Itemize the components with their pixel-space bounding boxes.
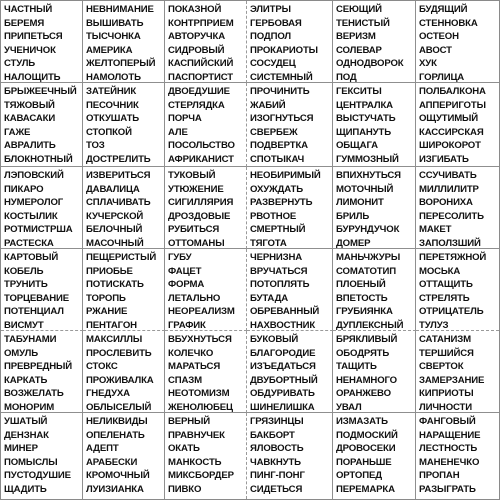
word: РУБИТЬСЯ <box>168 224 220 236</box>
word: НАРАЩЕНИЕ <box>419 429 481 441</box>
word: ВОЗЖЕЛАТЬ <box>4 388 64 400</box>
word: ПЕЩЕРИСТЫЙ <box>86 252 157 263</box>
word: НЕОБИРИМЫЙ <box>250 170 321 181</box>
word: ТЯГОТА <box>250 237 287 249</box>
word: ЛЭПОВСКИЙ <box>4 170 64 181</box>
word-block-3-3 <box>247 249 333 331</box>
word: ЖЕЛТОПЕРЫЙ <box>86 58 156 70</box>
word: ОБОДРЯТЬ <box>336 347 390 359</box>
word: СИГИЛЛЯРИЯ <box>168 197 234 209</box>
word: БРЫЖЕЕЧНЫЙ <box>4 86 77 97</box>
word-block-0-0 <box>1 1 83 83</box>
word: РАСТЕСКА <box>4 237 54 249</box>
word: ГНЕДУХА <box>86 388 130 400</box>
word: МИЛЛИЛИТР <box>419 183 479 195</box>
word: ИЗМАЗАТЬ <box>336 416 388 427</box>
word: ТАБУНАМИ <box>4 334 57 345</box>
word: НЕЛИКВИДЫ <box>86 416 148 427</box>
word-block-5-4 <box>333 413 416 499</box>
word: ЧАСТНЫЙ <box>4 4 53 15</box>
word: ВПЕТОСТЬ <box>336 292 388 304</box>
word: ТУЛУЗ <box>419 319 449 331</box>
word-block-3-1 <box>83 249 165 331</box>
word: ОБДУРИВАТЬ <box>250 388 315 400</box>
word: МАНЬЧЖУРЫ <box>336 252 401 263</box>
word: МАНЕНЕЧКО <box>419 456 480 468</box>
word: ДРОЗДОВЫЕ <box>168 210 231 222</box>
word: ВЫСТУЧАТЬ <box>336 113 396 125</box>
word: ЖЕНОЛЮБЕЦ <box>168 401 233 413</box>
word: ФАЦЕТ <box>168 265 202 277</box>
word-block-4-0 <box>1 331 83 413</box>
word: МОСЬКА <box>419 265 461 277</box>
word: ПРАВНУЧЕК <box>168 429 225 441</box>
word: КАРКАТЬ <box>4 374 48 386</box>
word: ВЫШИВАТЬ <box>86 17 144 29</box>
word: ССУЧИВАТЬ <box>419 170 477 181</box>
word: АППЕРИГОТЫ <box>419 99 486 111</box>
word-block-5-5 <box>416 413 499 499</box>
word: ОЩУТИМЫЙ <box>419 113 479 125</box>
word-block-0-4 <box>333 1 416 83</box>
word: БУТАДА <box>250 292 289 304</box>
word: ОБЛЫСЕЛЫЙ <box>86 401 152 413</box>
word: СОЛЕВАР <box>336 44 382 56</box>
word-block-1-2 <box>165 83 247 167</box>
word: БЕРЕМЯ <box>4 17 45 29</box>
word: КУЧЕРСКОЙ <box>86 210 144 222</box>
word-block-0-3 <box>247 1 333 83</box>
word: ВПИХНУТЬСЯ <box>336 170 401 181</box>
word: СТУЛЬ <box>4 58 36 70</box>
word: ТЕНИСТЫЙ <box>336 17 390 29</box>
word: ГАЖЕ <box>4 126 31 138</box>
word-block-2-2 <box>165 167 247 249</box>
word: ДОСТРЕЛИТЬ <box>86 153 151 165</box>
word-block-0-2 <box>165 1 247 83</box>
word-block-1-0 <box>1 83 83 167</box>
word: ОРАНЖЕВО <box>336 388 391 400</box>
word: ПРОЖИВАЛКА <box>86 374 154 386</box>
word: ПРИПЕТЬСЯ <box>4 31 63 43</box>
word: АРАБЕСКИ <box>86 456 138 468</box>
word: ДУПЛЕКСНЫЙ <box>336 319 404 331</box>
word: ПЛОЕНЫЙ <box>336 279 386 291</box>
word-block-2-1 <box>83 167 165 249</box>
word: СЕЮЩИЙ <box>336 4 382 15</box>
word: МАНКОСТЬ <box>168 456 222 468</box>
word: БУКОВЫЙ <box>250 334 299 345</box>
word: АФРИКАНИСТ <box>168 153 234 165</box>
word: СОСУДЕЦ <box>250 58 296 70</box>
word: КАСПИЙСКИЙ <box>168 58 234 70</box>
word: МИНЕР <box>4 443 38 455</box>
word: ДВОЕДУШИЕ <box>168 86 230 97</box>
word: АВТОРУЧКА <box>168 31 225 43</box>
word: ПОТЕНЦИАЛ <box>4 306 64 318</box>
word: ПИНГ-ПОНГ <box>250 470 305 482</box>
word: ГОРЛИЦА <box>419 71 465 83</box>
word: ДОМЕР <box>336 237 371 249</box>
word: ПОД <box>336 71 357 83</box>
word: ПРЕВРЕДНЫЙ <box>4 361 72 373</box>
word: ПРОПАН <box>419 470 460 482</box>
word: КОНТРПРИЕМ <box>168 17 234 29</box>
word: ТАЩИТЬ <box>336 361 377 373</box>
word: ГРАФИК <box>168 319 206 331</box>
word: АЛЕ <box>168 126 188 138</box>
word: МИКСБОРДЕР <box>168 470 234 482</box>
word: НЕВНИМАНИЕ <box>86 4 154 15</box>
word: ПОТИСКАТЬ <box>86 279 144 291</box>
word-block-5-3 <box>247 413 333 499</box>
word-block-0-1 <box>83 1 165 83</box>
word: ЧАВКНУТЬ <box>250 456 301 468</box>
word-block-4-2 <box>165 331 247 413</box>
word-block-4-1 <box>83 331 165 413</box>
word: ПОДПОЛ <box>250 31 292 43</box>
word: ПОТОПЛЯТЬ <box>250 279 310 291</box>
word: КОБЕЛЬ <box>4 265 44 277</box>
word-block-1-3 <box>247 83 333 167</box>
word: ПОСОЛЬСТВО <box>168 140 235 152</box>
word: АДЕПТ <box>86 443 119 455</box>
word: ПОРЧА <box>168 113 202 125</box>
word-block-2-3 <box>247 167 333 249</box>
word: УЧЕНИЧОК <box>4 44 56 56</box>
word: ПРОЧИНИТЬ <box>250 86 310 97</box>
word: ИЗВЕРИТЬСЯ <box>86 170 151 181</box>
word: ОПЕЛЕНАТЬ <box>86 429 145 441</box>
word: ШИНЕЛИШКА <box>250 401 315 413</box>
word: ОТТОМАНЫ <box>168 237 225 249</box>
word: ТОРЦЕВАНИЕ <box>4 292 69 304</box>
word: ПИКАРО <box>4 183 44 195</box>
word: ЛЕТАЛЬНО <box>168 292 221 304</box>
word: ЯЛОВОСТЬ <box>250 443 304 455</box>
word: ТОЗ <box>86 140 105 152</box>
word: НЕОТОМИЗМ <box>168 388 230 400</box>
word: ЭЛИТРЫ <box>250 4 291 15</box>
word: НАМОЛОТЬ <box>86 71 141 83</box>
word: БЛОКНОТНЫЙ <box>4 153 73 165</box>
word: КОЛЕЧКО <box>168 347 214 359</box>
word: РАЗЫГРАТЬ <box>419 483 476 495</box>
word: ЖАБИЙ <box>250 99 286 111</box>
word: КАВАСАКИ <box>4 113 56 125</box>
word: УТЮЖЕНИЕ <box>168 183 224 195</box>
word-block-0-5 <box>416 1 499 83</box>
word: ГЕРБОВАЯ <box>250 17 302 29</box>
word: РВОТНОЕ <box>250 210 297 222</box>
word: АМЕРИКА <box>86 44 133 56</box>
word: РЖАНИЕ <box>86 306 128 318</box>
word: НАЛОЩИТЬ <box>4 71 61 83</box>
word: ЩАДИТЬ <box>4 483 47 495</box>
word: СИСТЕМНЫЙ <box>250 71 313 83</box>
word: ПОМЫСЛЫ <box>4 456 58 468</box>
word: ОХУЖДАТЬ <box>250 183 303 195</box>
word: УШАТЫЙ <box>4 416 48 427</box>
word: ДЕНЗНАК <box>4 429 49 441</box>
word: КИПРИОТЫ <box>419 388 474 400</box>
word: ОБЩАГА <box>336 140 378 152</box>
word: НЕНАМНОГО <box>336 374 397 386</box>
word: ТРУНИТЬ <box>4 279 48 291</box>
word: СОМАТОТИП <box>336 265 396 277</box>
word: ПОЛБАЛКОНА <box>419 86 486 97</box>
word: СТОПКОЙ <box>86 126 132 138</box>
word: СИДЕТЬСЯ <box>250 483 303 495</box>
word: КРОМОЧНЫЙ <box>86 470 150 482</box>
word: ГУБУ <box>168 252 192 263</box>
word: УВАЛ <box>336 401 362 413</box>
word: БУДЯЩИЙ <box>419 4 468 15</box>
word: СМЕРТНЫЙ <box>250 224 306 236</box>
word: ВИСМУТ <box>4 319 44 331</box>
word: ОКАТЬ <box>168 443 200 455</box>
word: ВОРОНИХА <box>419 197 473 209</box>
word: ПАСПОРТИСТ <box>168 71 233 83</box>
word: ЧЕРНИЗНА <box>250 252 303 263</box>
word: ЛЕСТНОСТЬ <box>419 443 478 455</box>
word: ПЕРЕМАРКА <box>336 483 395 495</box>
word-block-3-4 <box>333 249 416 331</box>
word: ГРУБИЯНКА <box>336 306 393 318</box>
word: ЛИМОНИТ <box>336 197 384 209</box>
word: ПЕРЕСОЛИТЬ <box>419 210 484 222</box>
word-block-2-0 <box>1 167 83 249</box>
word: ТУКОВЫЙ <box>168 170 216 181</box>
word: ЩИПАНУТЬ <box>336 126 391 138</box>
word-block-4-5 <box>416 331 499 413</box>
word: СПЛАЧИВАТЬ <box>86 197 151 209</box>
word: БЛАГОРОДИЕ <box>250 347 316 359</box>
word: БРЯКЛИВЫЙ <box>336 334 398 345</box>
word: НЕОРЕАЛИЗМ <box>168 306 235 318</box>
word: СТЕННОВКА <box>419 17 478 29</box>
word: КОСТЫЛИК <box>4 210 58 222</box>
word: МОНОРИМ <box>4 401 55 413</box>
word: МАРАТЬСЯ <box>168 361 221 373</box>
word-block-5-1 <box>83 413 165 499</box>
word: АВРАЛИТЬ <box>4 140 56 152</box>
word: СВЕРТОК <box>419 361 464 373</box>
word: ПРОСЛЕВИТЬ <box>86 347 152 359</box>
word: ПЕСОЧНИК <box>86 99 139 111</box>
word: ТЯЖОВЫЙ <box>4 99 55 111</box>
word: ОТТАЩИТЬ <box>419 279 473 291</box>
word: ФАНГОВЫЙ <box>419 416 476 427</box>
word: МОТОЧНЫЙ <box>336 183 394 195</box>
word: НАХВОСТНИК <box>250 319 316 331</box>
word: ОБРЕВАННЫЙ <box>250 306 320 318</box>
word: ХУК <box>419 58 437 70</box>
word-block-5-2 <box>165 413 247 499</box>
word: ТОРОПЬ <box>86 292 126 304</box>
word: ИЗГИБАТЬ <box>419 153 469 165</box>
word: ОДНОДВОРОК <box>336 58 404 70</box>
word: ОТКУШАТЬ <box>86 113 140 125</box>
word: ДВУБОРТНЫЙ <box>250 374 318 386</box>
word: ЦЕНТРАЛКА <box>336 99 393 111</box>
word: ПОРАНЬШЕ <box>336 456 392 468</box>
word: РОТМИСТРША <box>4 224 73 236</box>
word: СТЕРЛЯДКА <box>168 99 225 111</box>
word: СВЕРБЕЖ <box>250 126 298 138</box>
word: ДРОВОСЕКИ <box>336 443 396 455</box>
word: ОСТЕОН <box>419 31 459 43</box>
word: ВЕРИЗМ <box>336 31 376 43</box>
word: ВРУЧАТЬСЯ <box>250 265 308 277</box>
word: СТОКС <box>86 361 118 373</box>
word: ОРТОПЕД <box>336 470 382 482</box>
word: ТЫСЧОНКА <box>86 31 141 43</box>
word: ОТРИЦАТЕЛЬ <box>419 306 484 318</box>
word: МАСОЧНЫЙ <box>86 237 144 249</box>
word: ПЕНТАГОН <box>86 319 137 331</box>
word-block-4-3 <box>247 331 333 413</box>
word-block-2-5 <box>416 167 499 249</box>
word: РАЗВЕРНУТЬ <box>250 197 313 209</box>
word-block-3-2 <box>165 249 247 331</box>
word: МАКЕТ <box>419 224 452 236</box>
word: ПУСТОДУШИЕ <box>4 470 71 482</box>
word: ГЕКСИТЫ <box>336 86 382 97</box>
word: ТЕРШИЙСЯ <box>419 347 474 359</box>
word: ПРИОБЬЕ <box>86 265 133 277</box>
word: МАКСИЛЛЫ <box>86 334 143 345</box>
word: ДАВАЛИЦА <box>86 183 140 195</box>
word-block-1-5 <box>416 83 499 167</box>
word: ВБУХНУТЬСЯ <box>168 334 232 345</box>
word: ПОДМОСКИЙ <box>336 429 398 441</box>
word: ПИВКО <box>168 483 202 495</box>
word: САТАНИЗМ <box>419 334 471 345</box>
word: ПЕРЕТЯЖНОЙ <box>419 252 487 263</box>
word: ВЕРНЫЙ <box>168 416 211 427</box>
word: ЗАПОЛЗШИЙ <box>419 237 481 249</box>
word: ИЗОГНУТЬСЯ <box>250 113 314 125</box>
word: СТРЕЛЯТЬ <box>419 292 470 304</box>
word: КАССИРСКАЯ <box>419 126 484 138</box>
word-block-1-1 <box>83 83 165 167</box>
word-block-1-4 <box>333 83 416 167</box>
word: ИЗЪЕДАТЬСЯ <box>250 361 316 373</box>
word: СПОТЫКАЧ <box>250 153 305 165</box>
word-block-3-0 <box>1 249 83 331</box>
word: ЛУИЗИАНКА <box>86 483 144 495</box>
word: ЗАМЕРЗАНИЕ <box>419 374 485 386</box>
word: ПОКАЗНОЙ <box>168 4 222 15</box>
word: КАРТОВЫЙ <box>4 252 59 263</box>
word: ГРЯЗИНЦЫ <box>250 416 304 427</box>
word: ПОДВЕРТКА <box>250 140 308 152</box>
word: БУРУНДУЧОК <box>336 224 400 236</box>
word: БРИЛЬ <box>336 210 370 222</box>
word: ФОРМА <box>168 279 205 291</box>
word-block-5-0 <box>1 413 83 499</box>
word-block-3-5 <box>416 249 499 331</box>
word: ПРОКАРИОТЫ <box>250 44 318 56</box>
word: БАКБОРТ <box>250 429 295 441</box>
word: БЕЛОЧНЫЙ <box>86 224 143 236</box>
word: СПАЗМ <box>168 374 203 386</box>
word-block-4-4 <box>333 331 416 413</box>
word: ГУММОЗНЫЙ <box>336 153 399 165</box>
word: СИДРОВЫЙ <box>168 44 225 56</box>
word-block-2-4 <box>333 167 416 249</box>
word: ШИРОКОРОТ <box>419 140 481 152</box>
word: НУМЕРОЛОГ <box>4 197 64 209</box>
word: ЗАТЕЙНИК <box>86 86 137 97</box>
word: АВОСТ <box>419 44 452 56</box>
word: ЛИЧНОСТИ <box>419 401 473 413</box>
word: ОМУЛЬ <box>4 347 38 359</box>
